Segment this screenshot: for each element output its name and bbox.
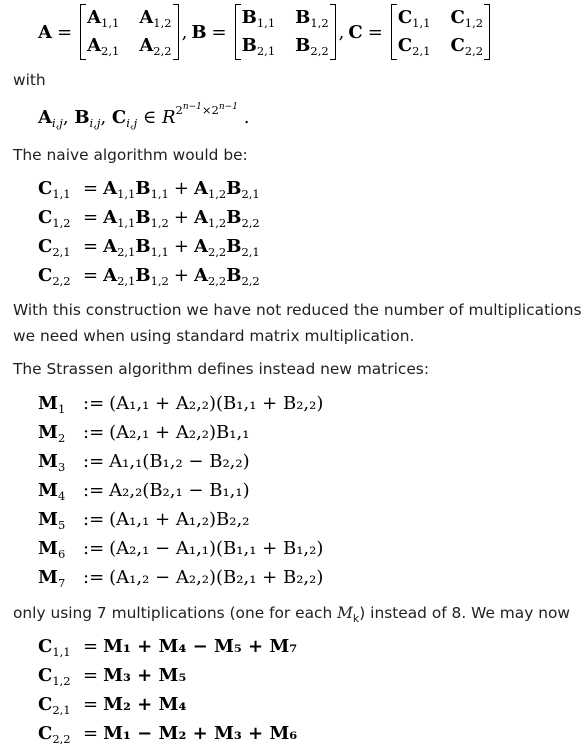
naive-equation: $C_{1,2} = A_{1,1}B_{1,2} + A_{1,2}B_{2,2}$	[38, 207, 260, 230]
result-equation: $C_{2,1} = M_2 + M_4$	[38, 694, 187, 717]
strassen-equation: $M_3$ := A₁,₁(B₁,₂ − B₂,₂)	[38, 451, 250, 474]
text-construction-line2: we need when using standard matrix multiplication.	[13, 327, 415, 345]
matrix-C-label: C	[348, 21, 363, 43]
matrix-A: $A_{1,1}$ $A_{1,2}$ $A_{2,1}$ $A_{2,2}$	[80, 4, 179, 60]
matrix-B: $B_{1,1}$ $B_{1,2}$ $B_{2,1}$ $B_{2,2}$	[235, 4, 336, 60]
matrix-C: $C_{1,1}$ $C_{1,2}$ $C_{2,1}$ $C_{2,2}$	[391, 4, 490, 60]
text-naive: The naive algorithm would be:	[13, 146, 248, 164]
matrix-definitions	[38, 4, 493, 60]
separator: ,	[181, 21, 188, 43]
text-with: with	[13, 71, 46, 89]
matrix-A-label: A	[38, 21, 52, 43]
naive-equation: $C_{2,2} = A_{2,1}B_{1,2} + A_{2,2}B_{2,2}$	[38, 265, 260, 288]
membership-formula: $A_{i,j}$, $B_{i,j}$, $C_{i,j}$ ∈ $R^{2^{n-1}\times 2^{n-1}}$ .	[38, 102, 250, 130]
strassen-equation: $M_5$ := (A₁,₁ + A₁,₂)B₂,₂	[38, 509, 250, 532]
text-strassen: The Strassen algorithm defines instead new matrices:	[13, 360, 430, 378]
result-equation: $C_{2,2} = M_1 - M_2 + M_3 + M_6$	[38, 723, 298, 746]
equals-sign: =	[367, 21, 383, 43]
result-equation: $C_{1,1} = M_1 + M_4 - M_5 + M_7$	[38, 636, 298, 659]
text-only-using: only using 7 multiplications (one for each $M_k$) instead of 8. We may now	[13, 604, 570, 626]
equals-sign: =	[211, 21, 227, 43]
strassen-equation: $M_2$ := (A₂,₁ + A₂,₂)B₁,₁	[38, 422, 250, 445]
text-construction-line1: With this construction we have not reduced the number of multiplications	[13, 301, 582, 319]
separator: ,	[338, 21, 345, 43]
strassen-equation: $M_1$ := (A₁,₁ + A₂,₂)(B₁,₁ + B₂,₂)	[38, 393, 324, 416]
matrix-B-label: B	[191, 21, 207, 43]
result-equation: $C_{1,2} = M_3 + M_5$	[38, 665, 187, 688]
naive-equation: $C_{1,1} = A_{1,1}B_{1,1} + A_{1,2}B_{2,1}$	[38, 178, 260, 201]
naive-equation: $C_{2,1} = A_{2,1}B_{1,1} + A_{2,2}B_{2,1}$	[38, 236, 260, 259]
strassen-equation: $M_7$ := (A₁,₂ − A₂,₂)(B₂,₁ + B₂,₂)	[38, 567, 324, 590]
equals-sign: =	[56, 21, 73, 43]
strassen-equation: $M_6$ := (A₂,₁ − A₁,₁)(B₁,₁ + B₁,₂)	[38, 538, 324, 561]
strassen-equation: $M_4$ := A₂,₂(B₂,₁ − B₁,₁)	[38, 480, 250, 503]
